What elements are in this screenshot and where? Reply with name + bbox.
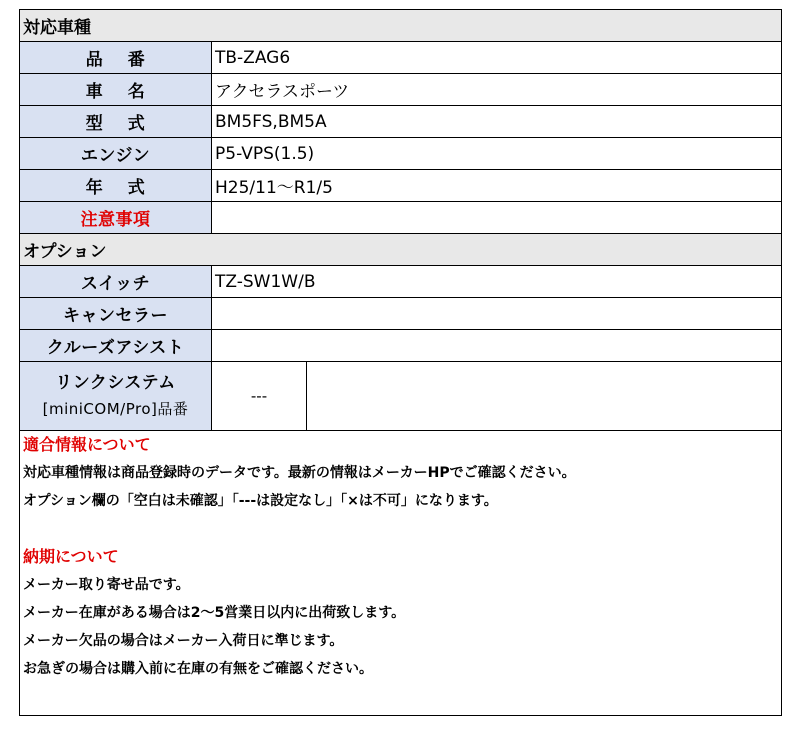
- fitment-info-line: オプション欄の「空白は未確認」「---は設定なし」「×は不可」になります。: [23, 493, 498, 509]
- label-switch: スイッチ: [20, 266, 212, 297]
- spacer-line: [23, 515, 784, 543]
- label-cruise-assist: クルーズアシスト: [20, 330, 212, 361]
- fitment-info-line: 対応車種情報は商品登録時のデータです。最新の情報はメーカーHPでご確認ください。: [23, 465, 576, 481]
- value-canceller: [212, 298, 781, 329]
- label-link-system: [20, 362, 212, 430]
- label-part-number: 品 番: [20, 42, 212, 73]
- value-part-number: TB-ZAG6: [215, 47, 291, 68]
- section-options-header: [20, 234, 781, 266]
- label-model-year: 年 式: [20, 170, 212, 201]
- section-vehicle-header: [20, 10, 781, 42]
- fitment-info-heading: 適合情報について: [23, 435, 151, 454]
- label-model-code: 型 式: [20, 106, 212, 137]
- label-engine: エンジン: [20, 138, 212, 169]
- value-link-system: ---: [212, 362, 307, 430]
- link-system-title: リンクシステム: [55, 373, 176, 393]
- row-cruise-assist: [20, 330, 781, 362]
- value-model-year: H25/11〜R1/5: [215, 178, 333, 198]
- row-notes: [20, 202, 781, 234]
- value-notes: [212, 202, 781, 233]
- row-car-name: [20, 74, 781, 106]
- delivery-info-heading: 納期について: [23, 547, 119, 566]
- delivery-info-line: メーカー在庫がある場合は2〜5営業日以内に出荷致します。: [23, 605, 406, 621]
- row-part-number: [20, 42, 781, 74]
- delivery-info-line: メーカー欠品の場合はメーカー入荷日に準じます。: [23, 633, 344, 649]
- link-system-subtitle: [miniCOM/Pro]品番: [42, 400, 189, 418]
- value-engine: P5-VPS(1.5): [215, 143, 315, 164]
- label-canceller: キャンセラー: [20, 298, 212, 329]
- value-cruise-assist: [212, 330, 781, 361]
- value-model-code: BM5FS,BM5A: [215, 111, 327, 132]
- row-switch: [20, 266, 781, 298]
- value-car-name: アクセラスポーツ: [215, 82, 350, 102]
- delivery-info-line: お急ぎの場合は購入前に在庫の有無をご確認ください。: [23, 661, 373, 677]
- compatibility-sheet: [19, 9, 782, 716]
- row-model-code: [20, 106, 781, 138]
- row-link-system: [20, 362, 781, 431]
- label-notes: 注意事項: [20, 202, 212, 233]
- row-canceller: [20, 298, 781, 330]
- row-engine: [20, 138, 781, 170]
- label-car-name: 車 名: [20, 74, 212, 105]
- value-switch: TZ-SW1W/B: [215, 271, 316, 292]
- row-model-year: [20, 170, 781, 202]
- value-link-system-extra: [307, 362, 781, 430]
- section-vehicle-title: 対応車種: [23, 18, 91, 38]
- section-options-title: オプション: [23, 242, 107, 262]
- delivery-info-line: メーカー取り寄せ品です。: [23, 577, 190, 593]
- info-notes: [20, 431, 784, 683]
